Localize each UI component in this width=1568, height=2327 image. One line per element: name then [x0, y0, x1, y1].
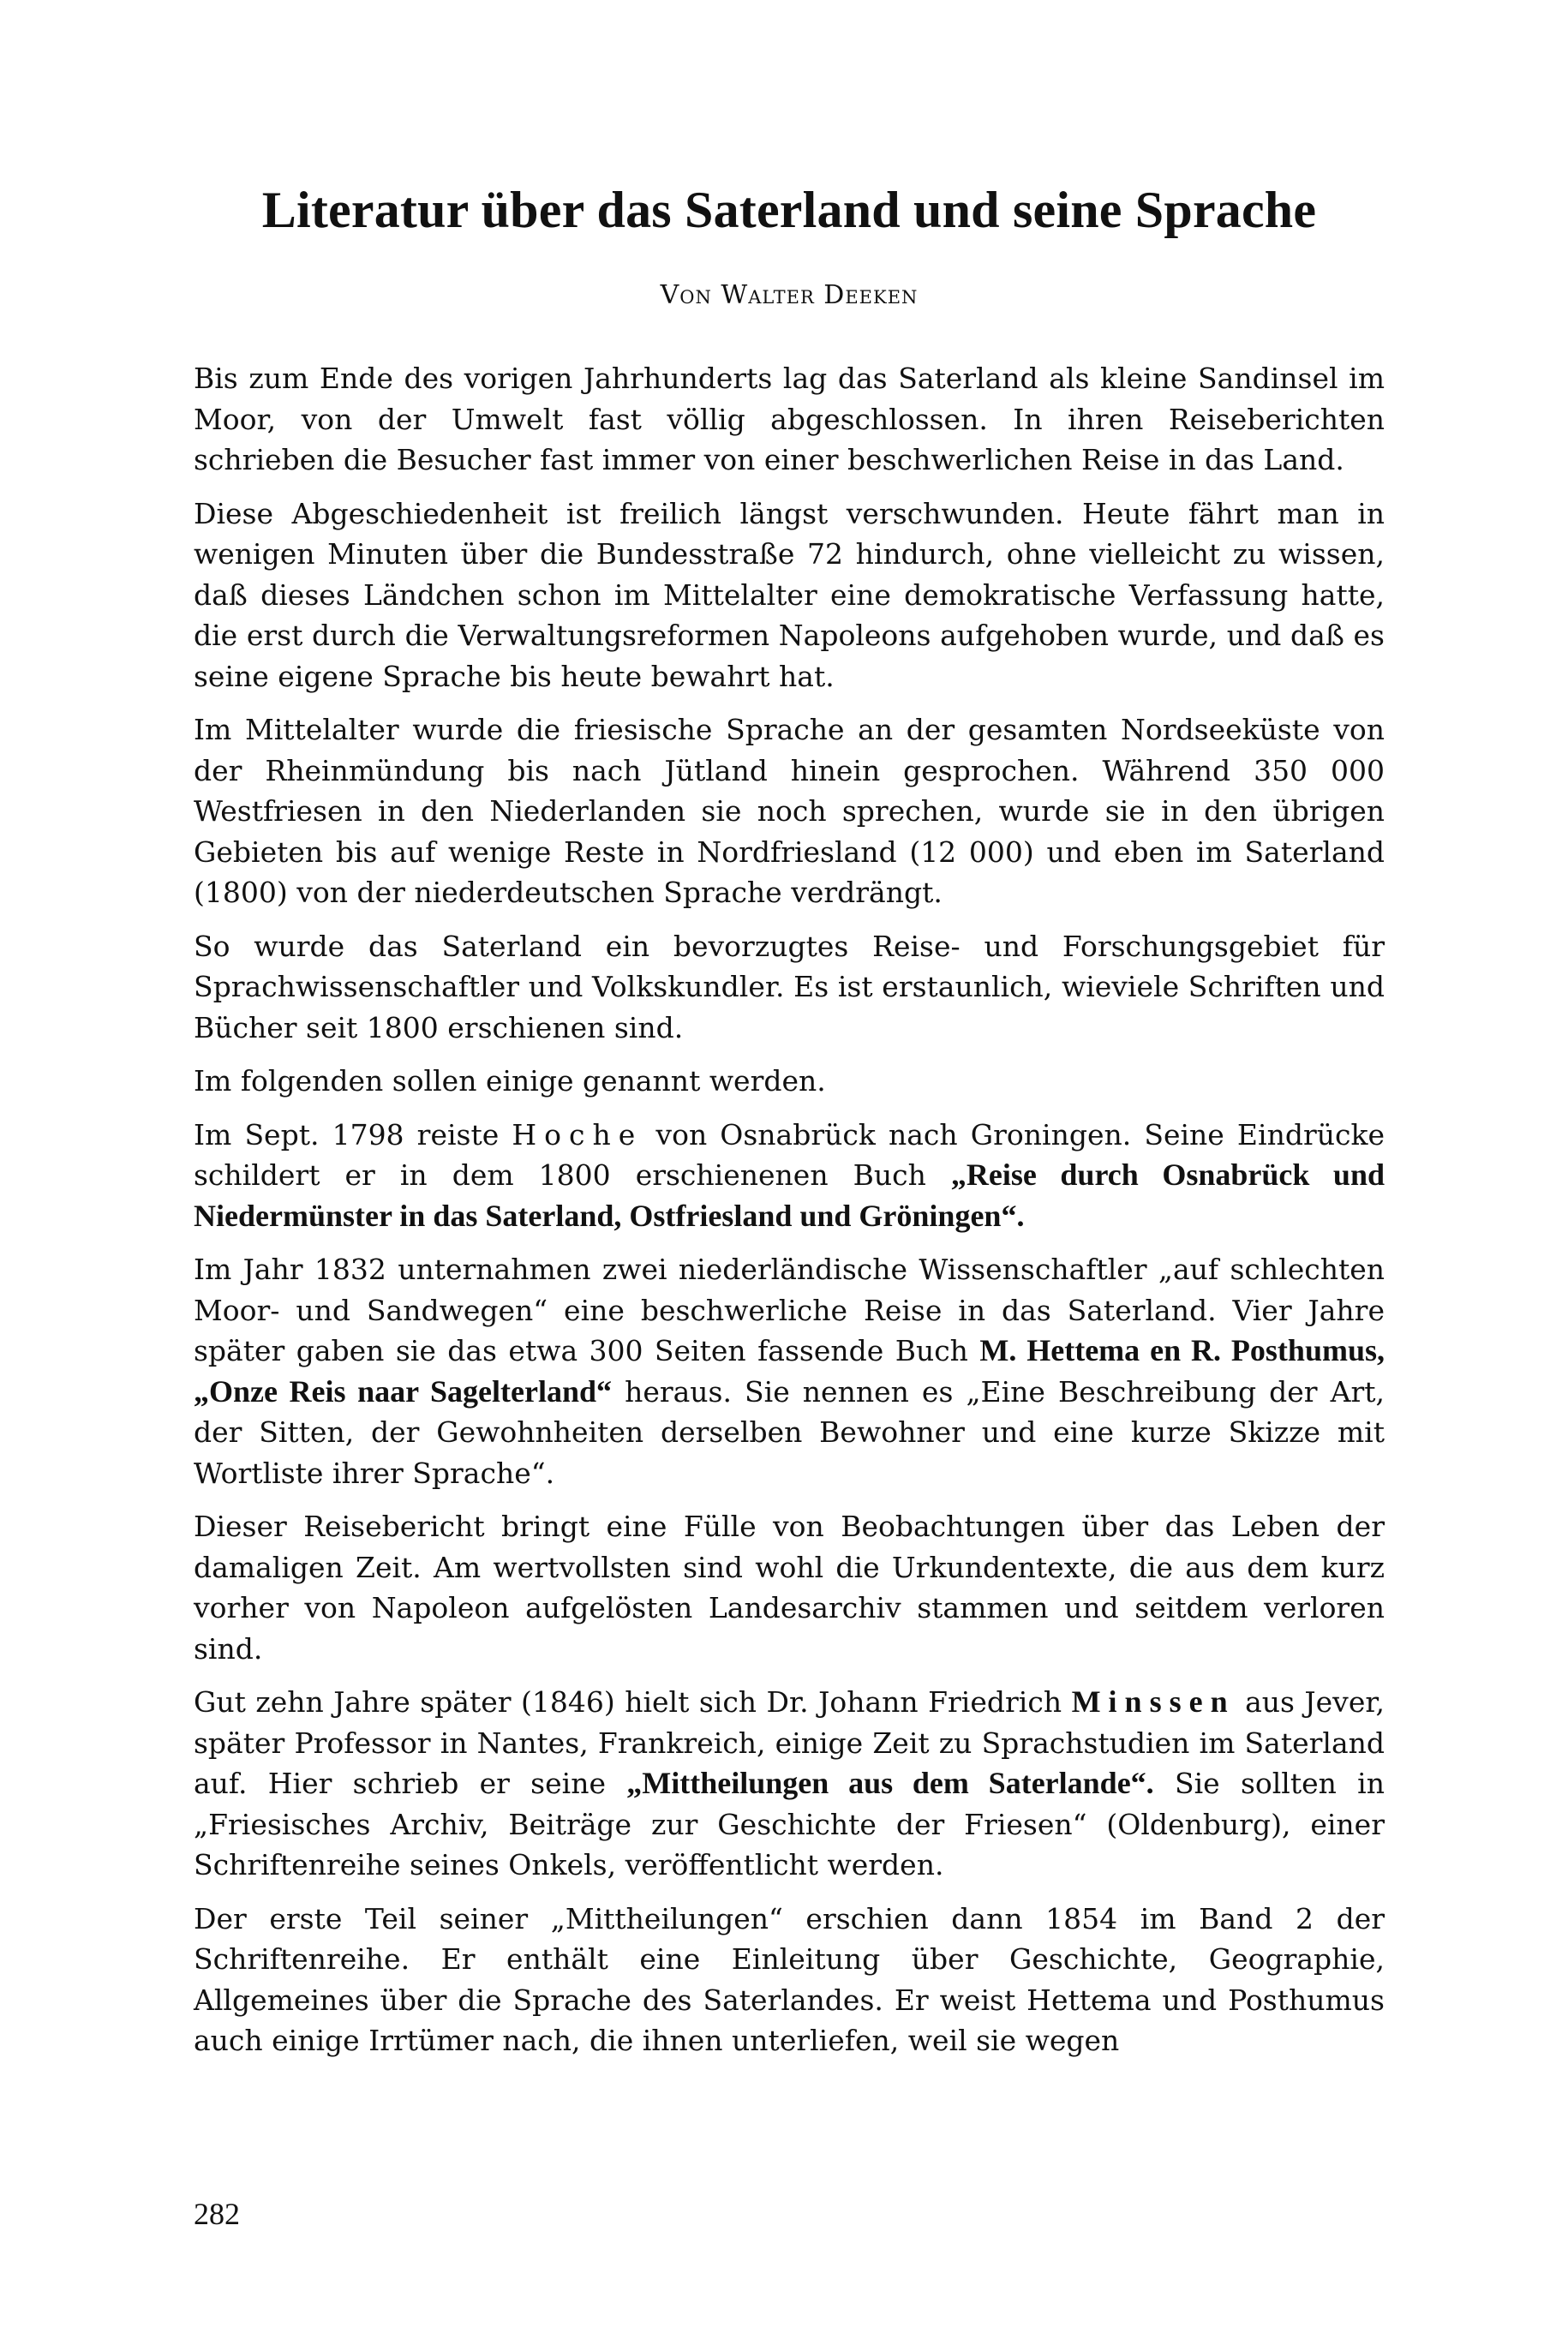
- article-title: Literatur über das Saterland und seine Sprache: [261, 182, 1317, 238]
- paragraph-7: [194, 1249, 1385, 1493]
- book-title-hettema: M. Hettema en R. Posthumus, „Onze Reis naar Sagelterland“: [194, 1333, 1385, 1409]
- paragraph-9-text-a: Gut zehn Jahre später (1846) hielt sich Dr. Johann Friedrich: [194, 1685, 1072, 1719]
- paragraph-5: Im folgenden sollen einige genannt werden.: [194, 1064, 826, 1098]
- paragraph-7-text-a: Im Jahr 1832 unternahmen zwei niederländische Wissenschaftler „auf schlechten Moor- und Sandwegen“ eine beschwerliche Reise in das Saterland. Vier Jahre später gaben sie das etwa 300 Seiten fassende Buch: [194, 1253, 1385, 1367]
- paragraph-10: Der erste Teil seiner „Mittheilungen“ erschien dann 1854 im Band 2 der Schriftenreihe. Er enthält eine Einleitung über Geschichte, Geographie, Allgemeines über die Sprache des Saterlandes. Er weist Hettema und Posthumus auch einige Irrtümer nach, die ihnen unterliefen, weil sie wegen: [194, 1901, 1385, 2057]
- paragraph-9: [194, 1682, 1385, 1886]
- page-number: 282: [194, 2197, 240, 2231]
- document-page: [194, 0, 1385, 2327]
- paragraph-6: [194, 1115, 1385, 1237]
- paragraph-9-text-c: Sie sollten in „Friesisches Archiv, Beiträge zur Geschichte der Friesen“ (Oldenburg), einer Schriftenreihe seines Onkels, veröffentlicht werden.: [194, 1767, 1385, 1881]
- article-author: Von Walter Deeken: [660, 280, 919, 310]
- book-title-hoche: „Reise durch Osnabrück und Niedermünster in das Saterland, Ostfriesland und Gröningen“.: [194, 1158, 1385, 1233]
- author-name-minssen: Minssen: [1071, 1684, 1236, 1719]
- paragraph-3: Im Mittelalter wurde die friesische Sprache an der gesamten Nordseeküste von der Rheinmündung bis nach Jütland hinein gesprochen. Während 350 000 Westfriesen in den Niederlanden sie noch sprechen, wurde sie in den übrigen Gebieten bis auf wenige Reste in Nordfriesland (12 000) und eben im Saterland (1800) von der niederdeutschen Sprache verdrängt.: [194, 713, 1385, 909]
- article-body: [194, 358, 1385, 2074]
- paragraph-8: Dieser Reisebericht bringt eine Fülle von Beobachtungen über das Leben der damaligen Zeit. Am wertvollsten sind wohl die Urkundentexte, die aus dem kurz vorher von Napoleon aufgelösten Landesarchiv stammen und seitdem verloren sind.: [194, 1510, 1385, 1666]
- paragraph-2: Diese Abgeschiedenheit ist freilich längst verschwunden. Heute fährt man in wenigen Minuten über die Bundesstraße 72 hindurch, ohne vielleicht zu wissen, daß dieses Ländchen schon im Mittelalter eine demokratische Verfassung hatte, die erst durch die Verwaltungsreformen Napoleons aufgehoben wurde, und daß es seine eigene Sprache bis heute bewahrt hat.: [194, 496, 1385, 693]
- author-name-hoche: Hoche: [512, 1117, 643, 1152]
- paragraph-1: Bis zum Ende des vorigen Jahrhunderts lag das Saterland als kleine Sandinsel im Moor, von der Umwelt fast völlig abgeschlossen. In ihren Reiseberichten schrieben die Besucher fast immer von einer beschwerlichen Reise in das Land.: [194, 362, 1385, 476]
- paragraph-4: So wurde das Saterland ein bevorzugtes Reise- und Forschungsgebiet für Sprachwissenschaftler und Volkskundler. Es ist erstaunlich, wieviele Schriften und Bücher seit 1800 erschienen sind.: [194, 929, 1385, 1044]
- paragraph-9-text-b: aus Jever, später Professor in Nantes, Frankreich, einige Zeit zu Sprachstudien im Saterland auf. Hier schrieb er seine: [194, 1685, 1385, 1800]
- paragraph-6-text-b: von Osnabrück nach Groningen. Seine Eindrücke schildert er in dem 1800 erschienenen Buch: [194, 1117, 1385, 1192]
- paragraph-6-text-a: Im Sept. 1798 reiste: [194, 1117, 512, 1152]
- paragraph-7-text-b: heraus. Sie nennen es „Eine Beschreibung der Art, der Sitten, der Gewohnheiten derselben Bewohner und eine kurze Skizze mit Wortliste ihrer Sprache“.: [194, 1374, 1385, 1490]
- book-title-minssen: „Mittheilungen aus dem Saterlande“.: [626, 1766, 1154, 1800]
